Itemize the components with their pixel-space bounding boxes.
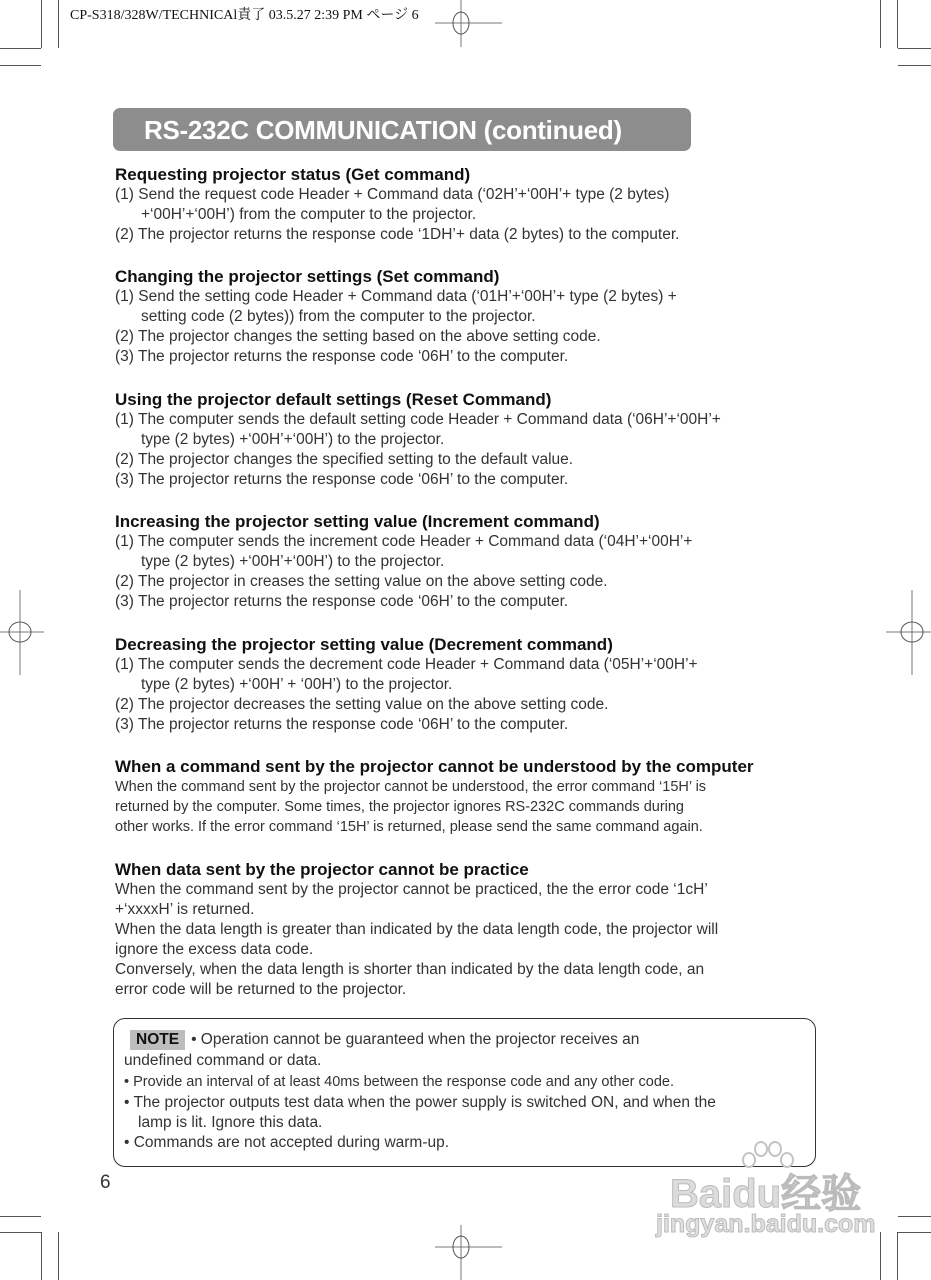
note-line: • Provide an interval of at least 40ms between the response code and any other code. xyxy=(124,1074,674,1090)
registration-mark-bottom xyxy=(415,1225,505,1280)
note-line: • The projector outputs test data when the power supply is switched ON, and when the xyxy=(124,1094,716,1111)
section-heading: When data sent by the projector cannot be practice xyxy=(115,860,529,879)
body-line: type (2 bytes) +‘00H’+‘00H’) to the projector. xyxy=(141,431,445,448)
body-line: type (2 bytes) +‘00H’+‘00H’) to the projector. xyxy=(141,553,445,570)
body-line: When the command sent by the projector cannot be understood, the error command ‘15H’ is xyxy=(115,779,707,795)
section-heading: When a command sent by the projector cannot be understood by the computer xyxy=(115,757,754,776)
section xyxy=(115,390,835,490)
body-line: (2) The projector changes the setting based on the above setting code. xyxy=(115,328,601,345)
body-line: When the data length is greater than indicated by the data length code, the projector will xyxy=(115,921,719,938)
section-heading: Requesting projector status (Get command) xyxy=(115,165,471,184)
watermark-brand: Baidu经验 xyxy=(670,1172,862,1216)
section-heading: Decreasing the projector setting value (Decrement command) xyxy=(115,635,613,654)
section-heading: Using the projector default settings (Reset Command) xyxy=(115,390,552,409)
note-line: • Commands are not accepted during warm-up. xyxy=(124,1134,450,1151)
body-line: (1) The computer sends the decrement code Header + Command data (‘05H’+‘00H’+ xyxy=(115,656,698,673)
body-line: (1) Send the request code Header + Command data (‘02H’+‘00H’+ type (2 bytes) xyxy=(115,186,670,203)
body-line: setting code (2 bytes)) from the computer to the projector. xyxy=(141,308,536,325)
body-line: (3) The projector returns the response code ‘06H’ to the computer. xyxy=(115,593,569,610)
body-line: (1) The computer sends the increment code Header + Command data (‘04H’+‘00H’+ xyxy=(115,533,693,550)
body-line: (1) The computer sends the default setting code Header + Command data (‘06H’+‘00H’+ xyxy=(115,411,721,428)
body-line: (3) The projector returns the response code ‘06H’ to the computer. xyxy=(115,348,569,365)
body-line: (2) The projector in creases the setting value on the above setting code. xyxy=(115,573,608,590)
body-line: (1) Send the setting code Header + Command data (‘01H’+‘00H’+ type (2 bytes) + xyxy=(115,288,677,305)
note-line: • Operation cannot be guaranteed when the projector receives an xyxy=(191,1031,640,1048)
section xyxy=(115,512,835,612)
body-line: ignore the excess data code. xyxy=(115,941,314,958)
section xyxy=(115,757,835,837)
section xyxy=(115,267,835,367)
section xyxy=(115,860,835,1000)
body-line: (3) The projector returns the response code ‘06H’ to the computer. xyxy=(115,716,569,733)
body-line: (2) The projector changes the specified setting to the default value. xyxy=(115,451,574,468)
body-line: (2) The projector decreases the setting value on the above setting code. xyxy=(115,696,609,713)
note-box xyxy=(113,1018,816,1167)
section-heading: Changing the projector settings (Set command) xyxy=(115,267,500,286)
body-line: other works. If the error command ‘15H’ is returned, please send the same command again. xyxy=(115,819,703,835)
registration-mark-top xyxy=(415,0,505,50)
page-number: 6 xyxy=(100,1172,111,1193)
note-line: lamp is lit. Ignore this data. xyxy=(138,1114,323,1131)
watermark-url: jingyan.baidu.com xyxy=(656,1210,876,1238)
body-line: (2) The projector returns the response code ‘1DH’+ data (2 bytes) to the computer. xyxy=(115,226,680,243)
body-line: error code will be returned to the projector. xyxy=(115,981,407,998)
body-line: Conversely, when the data length is shorter than indicated by the data length code, an xyxy=(115,961,705,978)
note-line: undefined command or data. xyxy=(124,1052,322,1069)
body-line: +‘00H’+‘00H’) from the computer to the projector. xyxy=(141,206,477,223)
registration-mark-left xyxy=(0,590,45,675)
body-line: returned by the computer. Some times, the projector ignores RS-232C commands during xyxy=(115,799,684,815)
page-title-banner xyxy=(113,108,691,151)
section xyxy=(115,635,835,735)
body-line: (3) The projector returns the response code ‘06H’ to the computer. xyxy=(115,471,569,488)
body-line: When the command sent by the projector cannot be practiced, the the error code ‘1cH’ xyxy=(115,881,708,898)
section-heading: Increasing the projector setting value (Increment command) xyxy=(115,512,600,531)
body-line: type (2 bytes) +‘00H’ + ‘00H’) to the projector. xyxy=(141,676,453,693)
note-badge: NOTE xyxy=(130,1030,185,1050)
page-title: RS-232C COMMUNICATION (continued) xyxy=(144,115,622,145)
registration-mark-right xyxy=(886,590,931,675)
print-header: CP-S318/328W/TECHNICAl責了 03.5.27 2:39 PM ページ 6 xyxy=(70,8,419,23)
section xyxy=(115,165,835,245)
body-line: +‘xxxxH’ is returned. xyxy=(115,901,255,918)
